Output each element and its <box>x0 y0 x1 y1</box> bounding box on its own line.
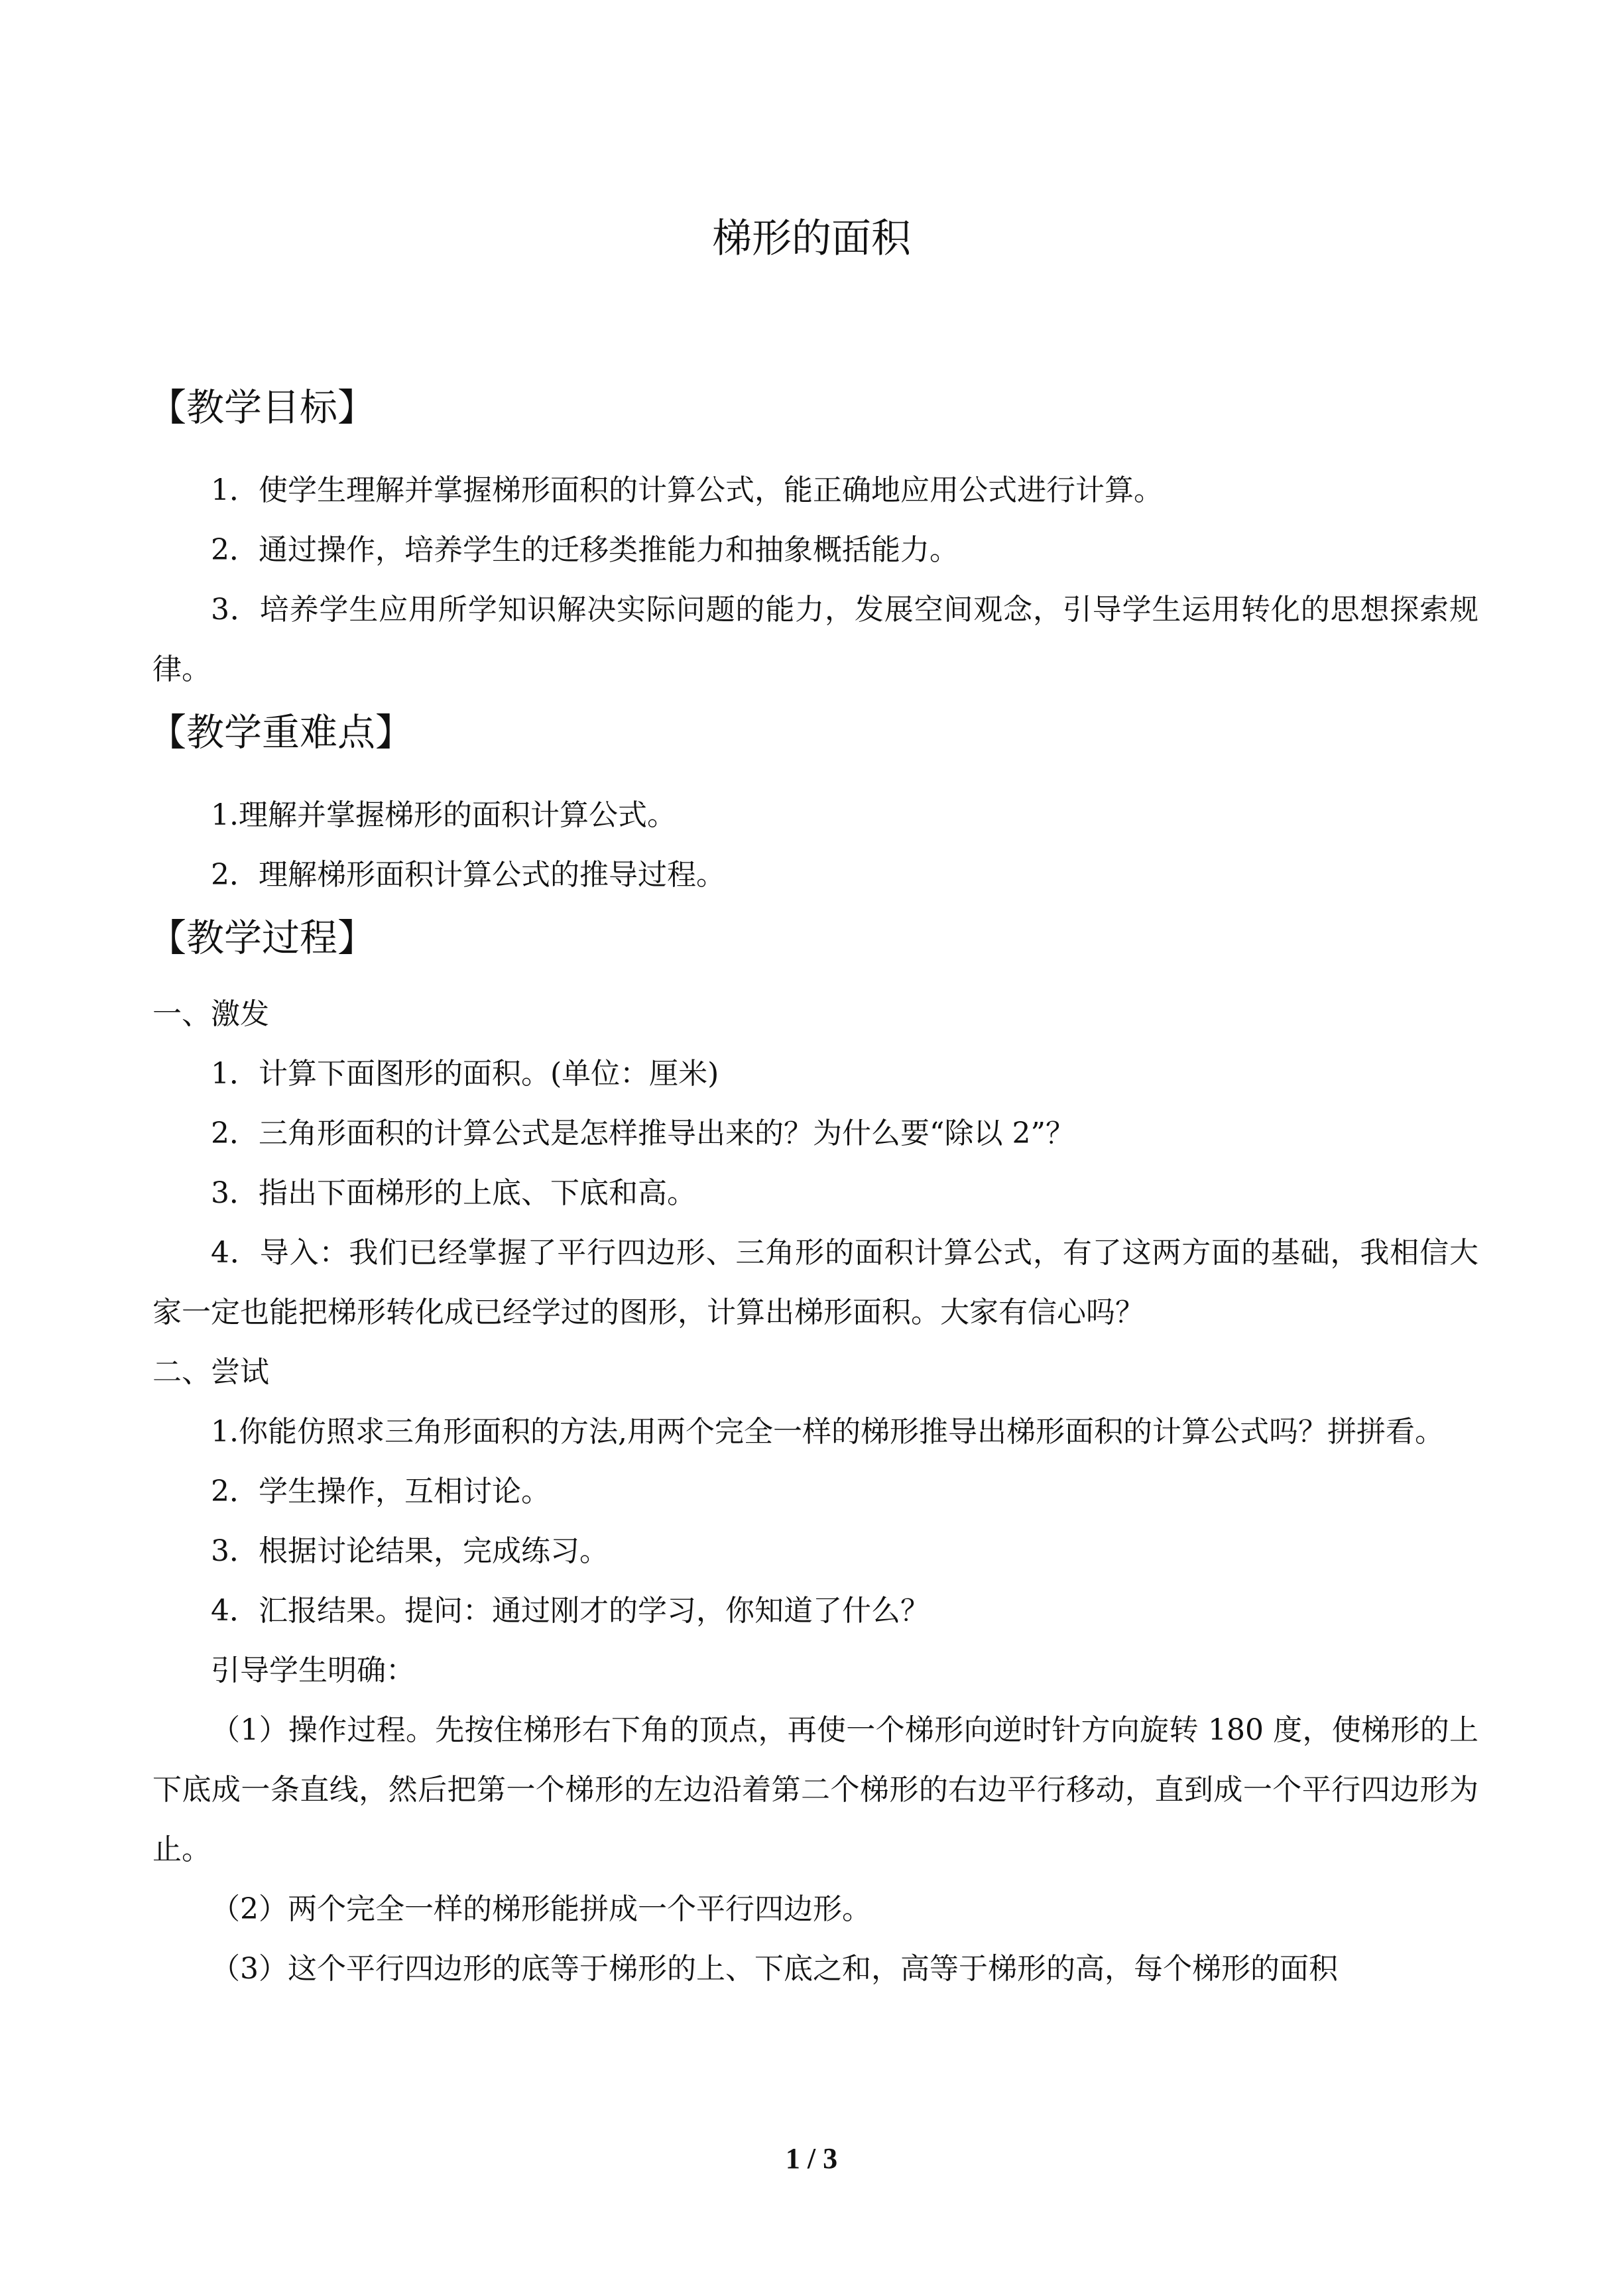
document-title: 梯形的面积 <box>712 215 911 262</box>
process-item: 4．导入：我们已经掌握了平行四边形、三角形的面积计算公式，有了这两方面的基础，我相信大家一定也能把梯形转化成已经学过的图形，计算出梯形面积。大家有信心吗？ <box>152 1236 1478 1329</box>
key-point-item: 2．理解梯形面积计算公式的推导过程。 <box>211 858 725 892</box>
heading-key-points: 【教学重难点】 <box>149 711 413 755</box>
goal-item: 2．通过操作，培养学生的迁移类推能力和抽象概括能力。 <box>211 533 959 567</box>
document-body <box>149 381 1478 1999</box>
key-point-item: 1.理解并掌握梯形的面积计算公式。 <box>211 798 676 832</box>
goal-item: 1．使学生理解并掌握梯形面积的计算公式，能正确地应用公式进行计算。 <box>211 473 1163 507</box>
process-item: （2）两个完全一样的梯形能拼成一个平行四边形。 <box>211 1892 871 1926</box>
process-item: 3．根据讨论结果，完成练习。 <box>211 1534 609 1568</box>
process-item: （3）这个平行四边形的底等于梯形的上、下底之和，高等于梯形的高，每个梯形的面积 <box>211 1952 1338 1986</box>
process-part-label: 一、激发 <box>152 997 269 1031</box>
heading-teaching-process: 【教学过程】 <box>149 916 375 960</box>
process-item: 2．三角形面积的计算公式是怎样推导出来的？为什么要“除以 2”？ <box>211 1117 1075 1150</box>
process-item: 3．指出下面梯形的上底、下底和高。 <box>211 1176 696 1210</box>
heading-teaching-goals: 【教学目标】 <box>149 386 375 430</box>
goal-item: 3．培养学生应用所学知识解决实际问题的能力，发展空间观念，引导学生运用转化的思想探索规律。 <box>152 593 1478 686</box>
process-part-label: 二、尝试 <box>152 1355 269 1389</box>
process-item: （1）操作过程。先按住梯形右下角的顶点，再使一个梯形向逆时针方向旋转 180 度，使梯形的上下底成一条直线，然后把第一个梯形的左边沿着第二个梯形的右边平行移动，直到成一个平行四边形为止。 <box>152 1713 1478 1866</box>
process-item: 1.你能仿照求三角形面积的方法,用两个完全一样的梯形推导出梯形面积的计算公式吗？拼拼看。 <box>211 1415 1444 1449</box>
page-number: 1 / 3 <box>785 2142 838 2175</box>
process-item: 2．学生操作，互相讨论。 <box>211 1475 550 1508</box>
process-item: 1．计算下面图形的面积。(单位：厘米) <box>211 1057 719 1091</box>
process-item: 引导学生明确： <box>211 1654 415 1687</box>
process-item: 4．汇报结果。提问：通过刚才的学习，你知道了什么？ <box>211 1594 930 1628</box>
